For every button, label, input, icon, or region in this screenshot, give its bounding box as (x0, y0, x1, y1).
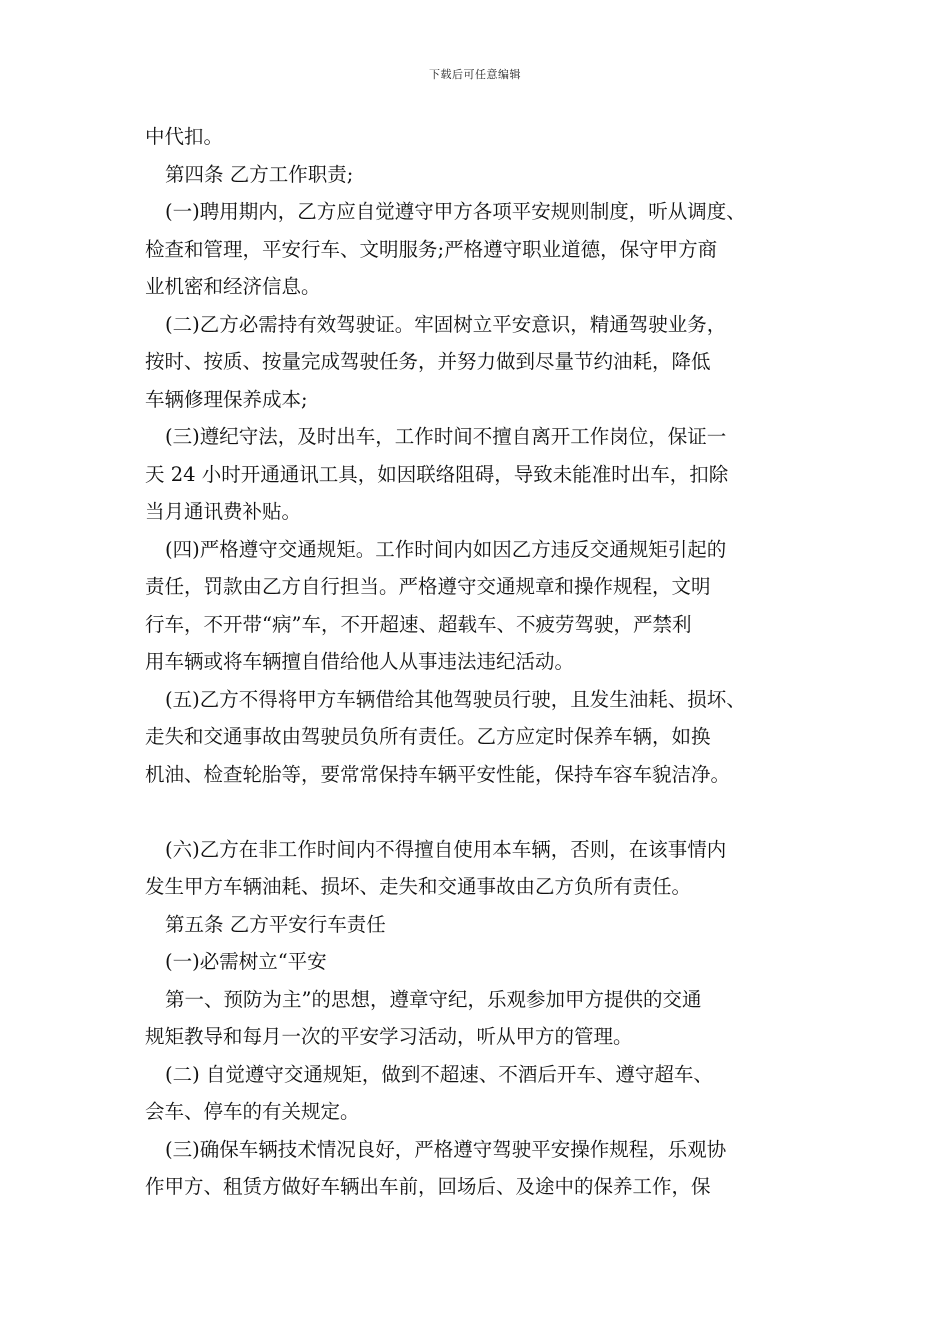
page-header: 下载后可任意编辑 (429, 68, 521, 81)
text-line: 作甲方、租赁方做好车辆出车前，回场后、及途中的保养工作，保 (145, 1175, 711, 1198)
document-body (145, 118, 835, 1206)
text-line: 规矩教导和每月一次的平安学习活动，听从甲方的管理。 (145, 1025, 633, 1048)
text-line: (三)遵纪守法，及时出车，工作时间不擅自离开工作岗位，保证一 (165, 425, 727, 448)
text-line: 检查和管理，平安行车、文明服务;严格遵守职业道德，保守甲方商 (145, 237, 718, 261)
text-line: 会车、停车的有关规定。 (145, 1100, 360, 1123)
text-line: 用车辆或将车辆擅自借给他人从事违法违纪活动。 (145, 650, 575, 673)
text-line: 走失和交通事故由驾驶员负所有责任。乙方应定时保养车辆，如换 (145, 725, 711, 748)
text-line: 责任，罚款由乙方自行担当。严格遵守交通规章和操作规程，文明 (145, 575, 711, 598)
text-line: 业机密和经济信息。 (145, 275, 321, 298)
text-line: (三)确保车辆技术情况良好，严格遵守驾驶平安操作规程，乐观协 (165, 1137, 727, 1161)
text-line: (一)聘用期内，乙方应自觉遵守甲方各项平安规则制度，听从调度、 (165, 200, 746, 223)
text-line: 发生甲方车辆油耗、损坏、走失和交通事故由乙方负所有责任。 (145, 875, 692, 898)
section-heading: 第五条 乙方平安行车责任 (165, 912, 386, 936)
text-line: 车辆修理保养成本; (145, 387, 308, 411)
text-line: (五)乙方不得将甲方车辆借给其他驾驶员行驶，且发生油耗、损坏、 (165, 687, 746, 711)
text-line: (二)乙方必需持有效驾驶证。牢固树立平安意识，精通驾驶业务， (165, 312, 727, 336)
text-line: 中代扣。 (145, 125, 224, 148)
text-line: 第一、预防为主”的思想，遵章守纪，乐观参加甲方提供的交通 (165, 987, 702, 1011)
text-line: 按时、按质、按量完成驾驶任务，并努力做到尽量节约油耗，降低 (145, 350, 711, 373)
text-line: 天 24 小时开通通讯工具，如因联络阻碍，导致未能准时出车，扣除 (145, 462, 729, 486)
text-line: (一)必需树立“平安 (165, 950, 327, 973)
blank-line (145, 793, 835, 831)
text-line: (六)乙方在非工作时间内不得擅自使用本车辆，否则，在该事情内 (165, 837, 727, 861)
text-line: 机油、检查轮胎等，要常常保持车辆平安性能，保持车容车貌洁净。 (145, 762, 731, 786)
text-line: (二) 自觉遵守交通规矩，做到不超速、不酒后开车、遵守超车、 (165, 1062, 713, 1086)
text-line: (四)严格遵守交通规矩。工作时间内如因乙方违反交通规矩引起的 (165, 537, 727, 561)
text-line: 当月通讯费补贴。 (145, 500, 302, 523)
section-heading: 第四条 乙方工作职责; (165, 162, 354, 186)
text-line: 行车，不开带“病”车，不开超速、超载车、不疲劳驾驶，严禁利 (145, 612, 692, 636)
